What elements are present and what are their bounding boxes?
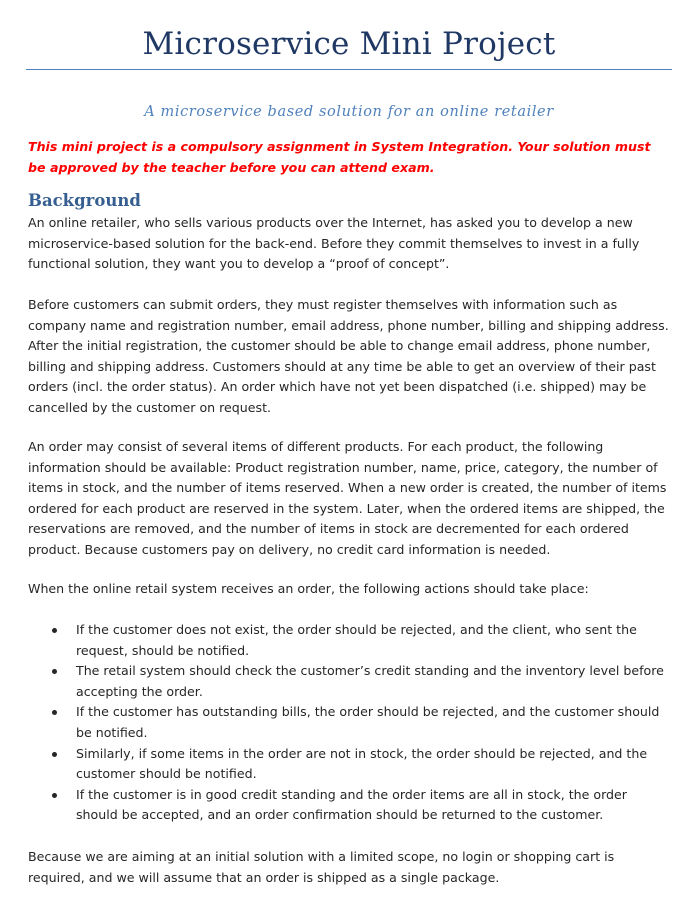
list-item-text: If the customer does not exist, the order should be rejected, and the client, who sent the request, should be notified. [76, 622, 637, 658]
bullet-icon [52, 669, 57, 674]
list-item-text: If the customer is in good credit standing and the order items are all in stock, the order should be accepted, and an order confirmation should be returned to the customer. [76, 786, 627, 823]
list-item [28, 702, 672, 743]
list-item [28, 620, 672, 661]
list-item [28, 744, 672, 785]
paragraph-actions-intro: When the online retail system receives an order, the following actions should take place: [28, 581, 589, 596]
paragraph-orders: An order may consist of several items of different products. For each product, the following information should be available: Product registration number, name, price, category, the number of items in stock, and the number of items reserved. When a new order is created, the number of items ordered for each product are reserved in the system. Later, when the ordered items are shipped, the reservations are removed, and the number of items in stock are decremented for each ordered product. Because customers pay on delivery, no credit card information is needed. [28, 439, 667, 557]
bullet-icon [52, 710, 57, 715]
paragraph-registration: Before customers can submit orders, they must register themselves with information such as company name and registration number, email address, phone number, billing and shipping address. After the initial registration, the customer should be able to change email address, phone number, billing and shipping address. Customers should at any time be able to get an overview of their past orders (incl. the order status). An order which have not yet been dispatched (i.e. shipped) may be cancelled by the customer on request. [28, 297, 669, 415]
paragraph-closing: Because we are aiming at an initial solution with a limited scope, no login or shopping cart is required, and we will assume that an order is shipped as a single package. [28, 849, 615, 885]
title-underline-divider [26, 69, 672, 70]
bullet-icon [52, 752, 57, 757]
list-item-text: The retail system should check the customer’s credit standing and the inventory level before accepting the order. [76, 663, 664, 699]
list-item [28, 785, 672, 826]
section-heading-background: Background [28, 191, 141, 210]
list-item [28, 661, 672, 702]
bullet-icon [52, 628, 57, 633]
page-subtitle: A microservice based solution for an online retailer [144, 104, 554, 120]
compulsory-notice: This mini project is a compulsory assignment in System Integration. Your solution must be approved by the teacher before you can attend exam. [28, 139, 651, 175]
list-item-text: If the customer has outstanding bills, the order should be rejected, and the customer should be notified. [76, 704, 660, 740]
actions-bullet-list [28, 620, 672, 826]
page-title: Microservice Mini Project [142, 26, 556, 62]
paragraph-intro: An online retailer, who sells various products over the Internet, has asked you to develop a new microservice-based solution for the back-end. Before they commit themselves to invest in a fully functional solution, they want you to develop a “proof of concept”. [28, 215, 640, 272]
bullet-icon [52, 793, 57, 798]
list-item-text: Similarly, if some items in the order are not in stock, the order should be rejected, and the customer should be notified. [76, 745, 648, 782]
